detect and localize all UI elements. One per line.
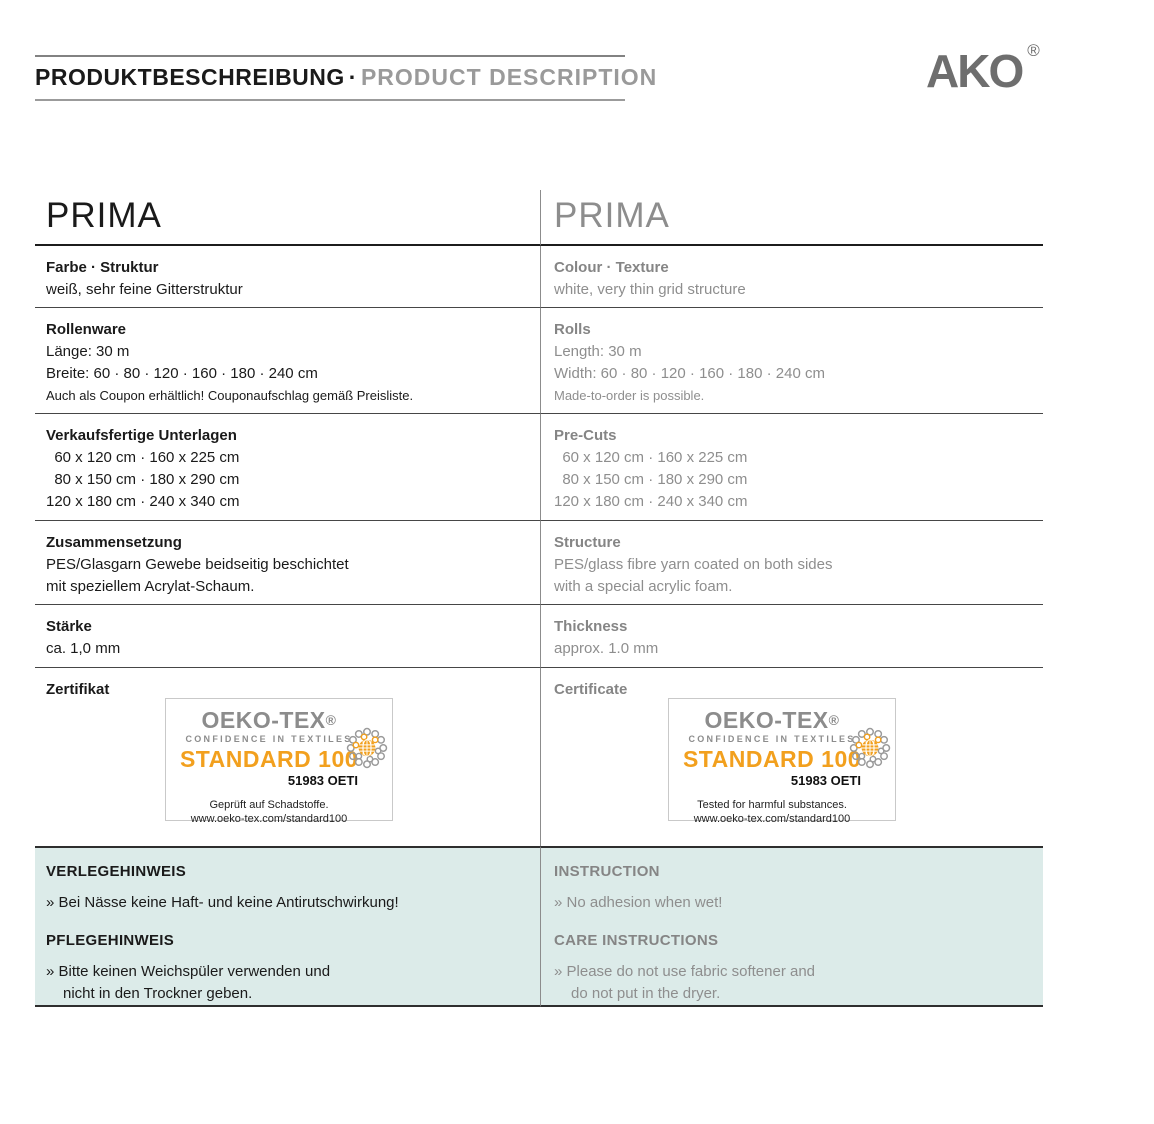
section-line: 120 x 180 cm · 240 x 340 cm	[46, 493, 240, 510]
certificate-license-number: 51983 OETI	[287, 773, 358, 788]
section-thickness-en	[540, 605, 1043, 668]
section-certificate-en	[540, 668, 1043, 846]
notice-line: » Bitte keinen Weichspüler verwenden und	[46, 963, 331, 980]
section-title: Structure	[554, 534, 621, 551]
section-thickness-de	[35, 605, 540, 668]
product-title-cell-de	[35, 190, 540, 246]
section-title: Zusammensetzung	[46, 534, 182, 551]
section-line: 80 x 150 cm · 180 x 290 cm	[46, 471, 240, 488]
oeko-tex-brand	[178, 708, 360, 733]
page-header	[35, 55, 658, 101]
section-colour-en	[540, 246, 1043, 308]
product-name-en: PRIMA	[554, 196, 670, 235]
standard-100-label: STANDARD 100	[179, 746, 359, 772]
section-title: Rolls	[554, 321, 591, 338]
section-line: ca. 1,0 mm	[46, 640, 121, 657]
section-line: Breite: 60 · 80 · 120 · 160 · 180 · 240 cm	[46, 365, 318, 382]
section-line: with a special acrylic foam.	[554, 578, 733, 595]
oeko-tex-certificate-en	[668, 698, 896, 825]
notice-line: » Bei Nässe keine Haft- und keine Antirutschwirkung!	[46, 894, 399, 911]
section-structure-en	[540, 521, 1043, 605]
certificate-url: www.oeko-tex.com/standard100	[693, 813, 851, 825]
section-colour-de	[35, 246, 540, 308]
oeko-tex-certificate-de	[165, 698, 393, 825]
notice-line-continuation: do not put in the dryer.	[571, 985, 721, 1002]
section-line: Length: 30 m	[554, 343, 642, 360]
certificate-note: Tested for harmful substances.	[697, 799, 847, 811]
notice-heading: CARE INSTRUCTIONS	[554, 932, 719, 949]
registered-trademark-icon: ®	[1027, 41, 1040, 60]
section-rolls-en	[540, 308, 1043, 414]
section-title: Certificate	[554, 681, 628, 698]
section-line: mit speziellem Acrylat-Schaum.	[46, 578, 255, 595]
section-title: Pre-Cuts	[554, 427, 617, 444]
ako-logo-text: AKO	[926, 45, 1023, 97]
section-title: Zertifikat	[46, 681, 110, 698]
certificate-note: Geprüft auf Schadstoffe.	[209, 799, 329, 811]
section-line: PES/glass fibre yarn coated on both sides	[554, 556, 833, 573]
header-title-de: PRODUKTBESCHREIBUNG	[35, 64, 345, 90]
notice-line: » No adhesion when wet!	[554, 894, 723, 911]
section-title: Farbe · Struktur	[46, 259, 159, 276]
certificate-text-block	[681, 708, 863, 826]
section-line: 120 x 180 cm · 240 x 340 cm	[554, 493, 748, 510]
section-precuts-en	[540, 414, 1043, 521]
care-block	[554, 930, 1031, 1005]
notice-box-de	[35, 846, 540, 1007]
notice-heading: INSTRUCTION	[554, 863, 660, 880]
oeko-tex-brand	[681, 708, 863, 733]
section-title: Rollenware	[46, 321, 127, 338]
certificate-tagline: CONFIDENCE IN TEXTILES	[185, 734, 353, 744]
section-certificate-de	[35, 668, 540, 846]
ako-logo	[926, 41, 1040, 97]
oeko-tex-flower-icon	[345, 726, 389, 770]
section-rolls-de	[35, 308, 540, 414]
standard-100-label: STANDARD 100	[682, 746, 862, 772]
certificate-tagline: CONFIDENCE IN TEXTILES	[688, 734, 856, 744]
section-line: Width: 60 · 80 · 120 · 160 · 180 · 240 cm	[554, 365, 825, 382]
section-title: Thickness	[554, 618, 628, 635]
care-block	[46, 930, 528, 1005]
section-precuts-de	[35, 414, 540, 521]
oeko-tex-wordmark: OEKO-TEX	[201, 707, 326, 733]
section-line: 60 x 120 cm · 160 x 225 cm	[554, 449, 748, 466]
section-line: Länge: 30 m	[46, 343, 130, 360]
registered-trademark-icon: ®	[828, 712, 840, 728]
section-structure-de	[35, 521, 540, 605]
registered-trademark-icon: ®	[325, 712, 337, 728]
section-line: white, very thin grid structure	[554, 281, 746, 298]
section-line: 80 x 150 cm · 180 x 290 cm	[554, 471, 748, 488]
section-title: Verkaufsfertige Unterlagen	[46, 427, 237, 444]
section-note: Auch als Coupon erhältlich! Couponaufschlag gemäß Preisliste.	[46, 388, 414, 403]
certificate-license-number: 51983 OETI	[790, 773, 861, 788]
notice-line-continuation: nicht in den Trockner geben.	[63, 985, 253, 1002]
notice-box-en	[540, 846, 1043, 1007]
section-line: 60 x 120 cm · 160 x 225 cm	[46, 449, 240, 466]
header-separator-dot: ·	[348, 64, 357, 90]
section-title: Colour · Texture	[554, 259, 669, 276]
section-line: weiß, sehr feine Gitterstruktur	[46, 281, 243, 298]
certificate-text-block	[178, 708, 360, 826]
section-line: approx. 1.0 mm	[554, 640, 659, 657]
section-note: Made-to-order is possible.	[554, 388, 705, 403]
notice-heading: VERLEGEHINWEIS	[46, 863, 187, 880]
oeko-tex-wordmark: OEKO-TEX	[704, 707, 829, 733]
product-sheet	[35, 190, 1043, 1007]
product-title-cell-en	[540, 190, 1043, 246]
section-line: PES/Glasgarn Gewebe beidseitig beschichtet	[46, 556, 349, 573]
notice-line: » Please do not use fabric softener and	[554, 963, 816, 980]
certificate-url: www.oeko-tex.com/standard100	[190, 813, 348, 825]
header-title-en: PRODUCT DESCRIPTION	[360, 64, 658, 90]
section-title: Stärke	[46, 618, 92, 635]
product-name-de: PRIMA	[46, 196, 162, 235]
notice-heading: PFLEGEHINWEIS	[46, 932, 175, 949]
oeko-tex-flower-icon	[848, 726, 892, 770]
